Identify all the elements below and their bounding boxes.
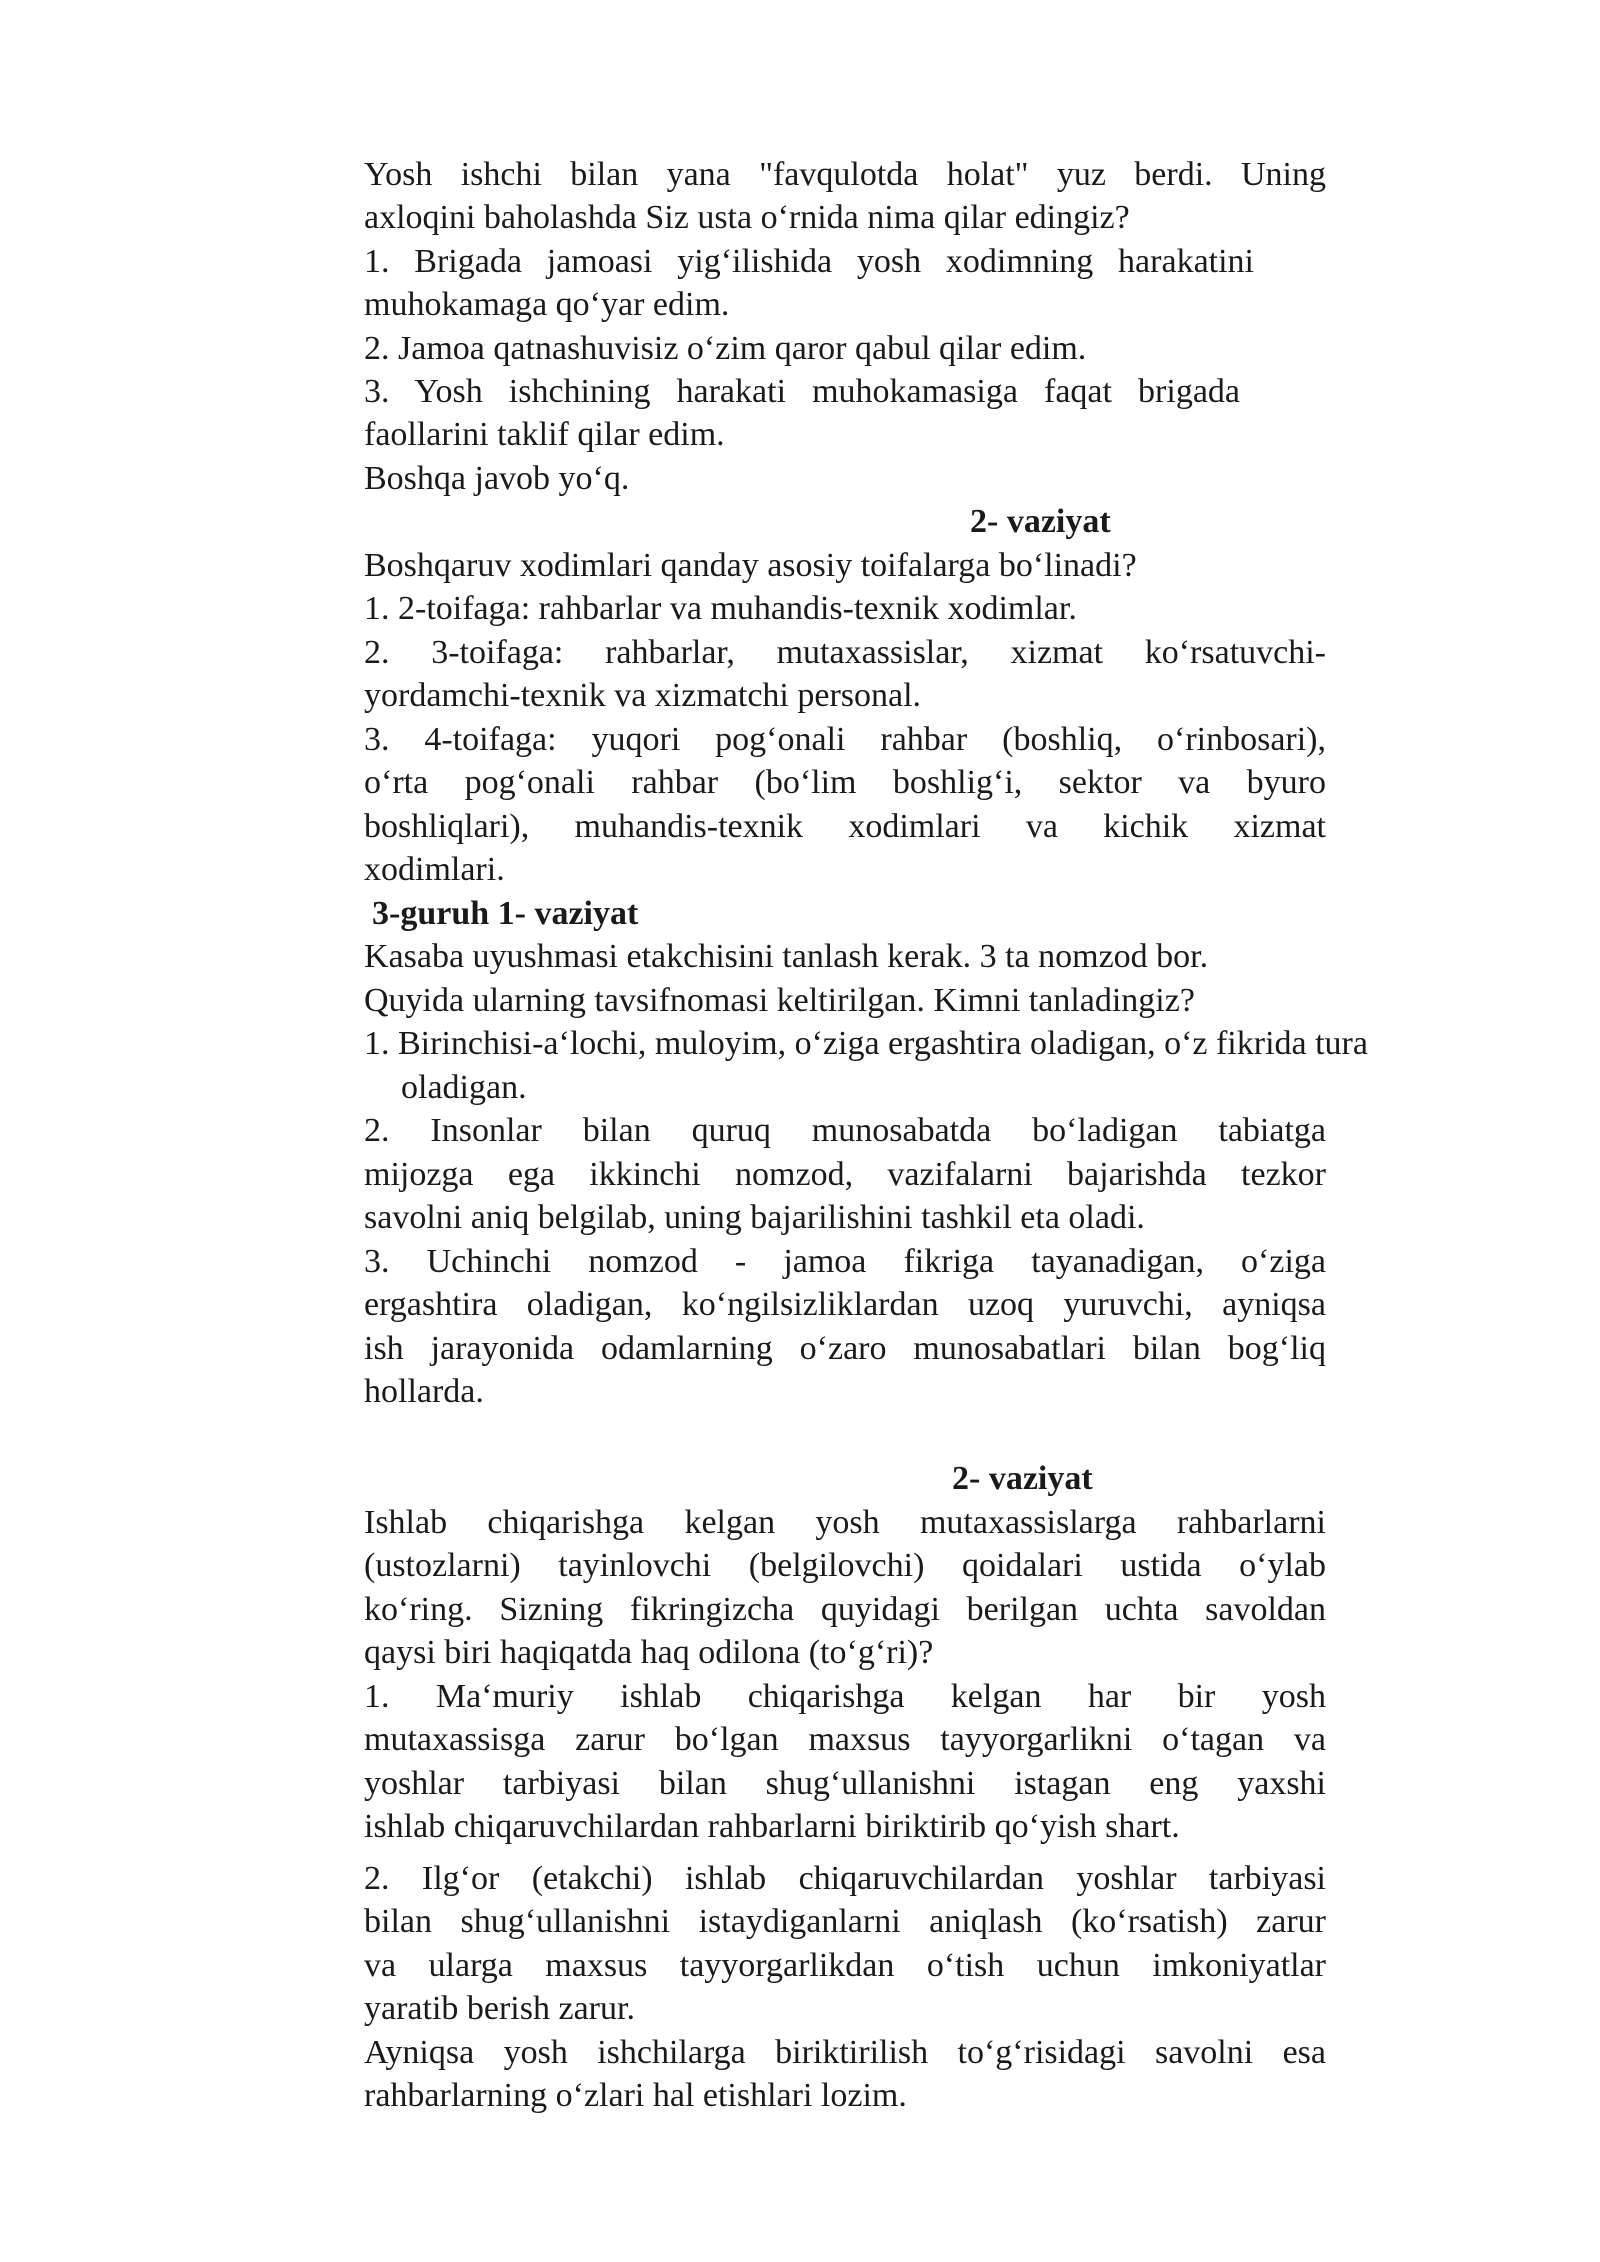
text-line: ishlab chiqaruvchilardan rahbarlarni biriktirib qo‘yish shart. bbox=[364, 1808, 1180, 1845]
text-line: yoshlar tarbiyasi bilan shug‘ullanishni istagan eng yaxshi bbox=[364, 1765, 1326, 1802]
text-line: 3. Yosh ishchining harakati muhokamasiga faqat brigada bbox=[364, 373, 1240, 410]
text-line: hollarda. bbox=[364, 1373, 484, 1410]
text-line: 2. 3-toifaga: rahbarlar, mutaxassislar, xizmat ko‘rsatuvchi- bbox=[364, 634, 1326, 671]
text-line: rahbarlarning o‘zlari hal etishlari lozim. bbox=[364, 2077, 907, 2114]
text-line: (ustozlarni) tayinlovchi (belgilovchi) qoidalari ustida o‘ylab bbox=[364, 1547, 1326, 1584]
text-line: 3. Uchinchi nomzod - jamoa fikriga tayanadigan, o‘ziga bbox=[364, 1243, 1326, 1280]
text-line: 1. 2-toifaga: rahbarlar va muhandis-texnik xodimlar. bbox=[364, 590, 1077, 627]
group-heading: 3-guruh 1- vaziyat bbox=[372, 895, 639, 932]
text-line: oladigan. bbox=[401, 1069, 527, 1106]
text-line: Quyida ularning tavsifnomasi keltirilgan. Kimni tanladingiz? bbox=[364, 982, 1195, 1019]
text-line: Yosh ishchi bilan yana "favqulotda holat" yuz berdi. Uning bbox=[364, 156, 1326, 193]
text-line: 1. Birinchisi-a‘lochi, muloyim, o‘ziga ergashtira oladigan, o‘z fikrida tura bbox=[364, 1025, 1368, 1062]
section-heading: 2- vaziyat bbox=[970, 503, 1111, 540]
text-line: ish jarayonida odamlarning o‘zaro munosabatlari bilan bog‘liq bbox=[364, 1330, 1326, 1367]
text-line: faollarini taklif qilar edim. bbox=[364, 416, 725, 453]
text-line: 3. 4-toifaga: yuqori pog‘onali rahbar (boshliq, o‘rinbosari), bbox=[364, 721, 1326, 758]
text-line: savolni aniq belgilab, uning bajarilishini tashkil eta oladi. bbox=[364, 1199, 1145, 1236]
text-line: mijozga ega ikkinchi nomzod, vazifalarni bajarishda tezkor bbox=[364, 1156, 1326, 1193]
text-line: ko‘ring. Sizning fikringizcha quyidagi berilgan uchta savoldan bbox=[364, 1591, 1326, 1628]
text-line: mutaxassisga zarur bo‘lgan maxsus tayyorgarlikni o‘tagan va bbox=[364, 1721, 1326, 1758]
text-line: Boshqa javob yo‘q. bbox=[364, 460, 630, 497]
text-line: 1. Brigada jamoasi yig‘ilishida yosh xodimning harakatini bbox=[364, 243, 1254, 280]
section-heading: 2- vaziyat bbox=[952, 1460, 1093, 1497]
text-line: bilan shug‘ullanishni istaydiganlarni aniqlash (ko‘rsatish) zarur bbox=[364, 1903, 1326, 1940]
text-line: o‘rta pog‘onali rahbar (bo‘lim boshlig‘i, sektor va byuro bbox=[364, 764, 1326, 801]
text-line: xodimlari. bbox=[364, 851, 505, 888]
text-line: yordamchi-texnik va xizmatchi personal. bbox=[364, 677, 922, 714]
text-line: Kasaba uyushmasi etakchisini tanlash kerak. 3 ta nomzod bor. bbox=[364, 938, 1209, 975]
text-line: 2. Ilg‘or (etakchi) ishlab chiqaruvchilardan yoshlar tarbiyasi bbox=[364, 1860, 1326, 1897]
text-line: 2. Insonlar bilan quruq munosabatda bo‘ladigan tabiatga bbox=[364, 1112, 1326, 1149]
text-line: qaysi biri haqiqatda haq odilona (to‘g‘ri)? bbox=[364, 1634, 934, 1671]
text-line: muhokamaga qo‘yar edim. bbox=[364, 286, 730, 323]
text-line: boshliqlari), muhandis-texnik xodimlari va kichik xizmat bbox=[364, 808, 1326, 845]
text-line: 2. Jamoa qatnashuvisiz o‘zim qaror qabul qilar edim. bbox=[364, 330, 1087, 367]
text-line: Ayniqsa yosh ishchilarga biriktirilish to‘g‘risidagi savolni esa bbox=[364, 2034, 1326, 2071]
text-line: 1. Ma‘muriy ishlab chiqarishga kelgan har bir yosh bbox=[364, 1678, 1326, 1715]
text-line: Boshqaruv xodimlari qanday asosiy toifalarga bo‘linadi? bbox=[364, 547, 1137, 584]
text-line: yaratib berish zarur. bbox=[364, 1990, 635, 2027]
text-line: axloqini baholashda Siz usta o‘rnida nima qilar edingiz? bbox=[364, 199, 1130, 236]
text-line: Ishlab chiqarishga kelgan yosh mutaxassislarga rahbarlarni bbox=[364, 1504, 1326, 1541]
text-line: ergashtira oladigan, ko‘ngilsizliklardan uzoq yuruvchi, ayniqsa bbox=[364, 1286, 1326, 1323]
text-line: va ularga maxsus tayyorgarlikdan o‘tish uchun imkoniyatlar bbox=[364, 1947, 1326, 1984]
